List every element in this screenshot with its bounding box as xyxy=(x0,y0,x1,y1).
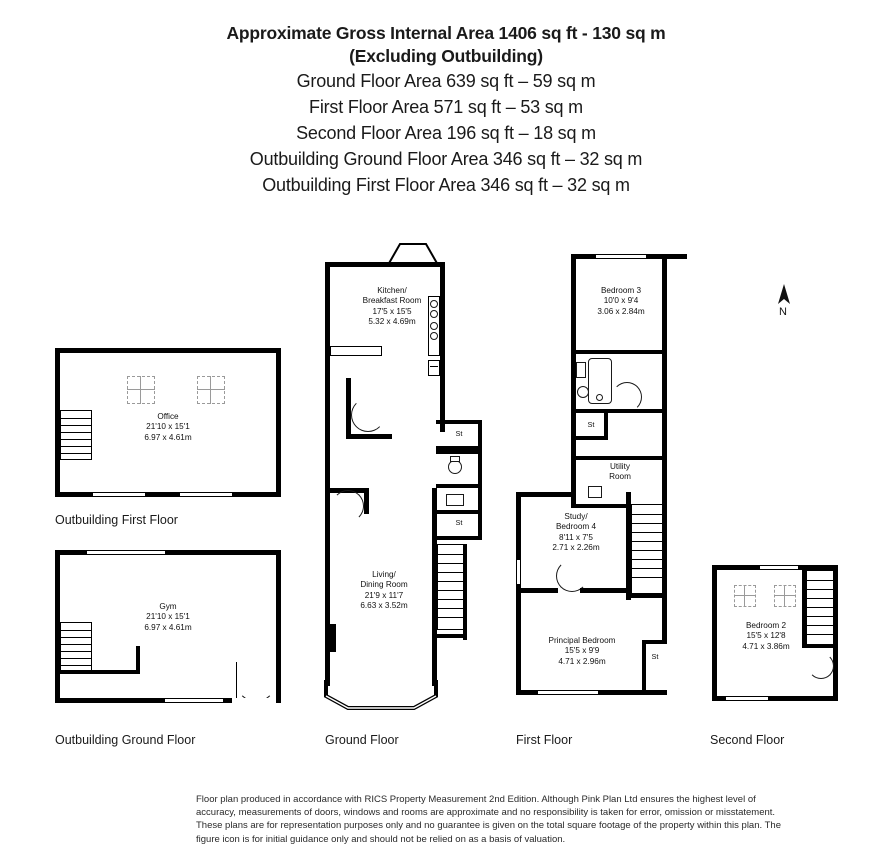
caption-first-floor: First Floor xyxy=(516,733,573,747)
wall-store-low-left xyxy=(642,640,646,692)
wall-top xyxy=(55,348,281,353)
window-bottom xyxy=(726,696,768,701)
room-dim-metric-principal: 4.71 x 2.96m xyxy=(558,656,606,666)
room-dim-imperial-bedroom3: 10'0 x 9'4 xyxy=(603,296,639,306)
wall-store2-bottom xyxy=(436,536,482,540)
wall-utility-right xyxy=(662,456,667,508)
wall-landing-right xyxy=(662,412,667,460)
hob-ring-4-icon xyxy=(430,332,438,340)
door-swing-hall xyxy=(332,490,364,522)
label-store-first-lower: St xyxy=(651,652,659,661)
caption-outbuilding-ground-floor: Outbuilding Ground Floor xyxy=(55,733,196,747)
wall-hall-bottom xyxy=(346,434,392,439)
room-name-kitchen-2: Breakfast Room xyxy=(362,296,422,306)
room-dim-metric-bedroom3: 3.06 x 2.84m xyxy=(597,306,645,316)
caption-outbuilding-first-floor: Outbuilding First Floor xyxy=(55,513,178,527)
wall-bath-left xyxy=(571,350,576,412)
footer-disclaimer: Floor plan produced in accordance with RICS Property Measurement 2nd Edition. Although Pink Plan Ltd ensures the highest level of accuracy, measurements of doors, windows and rooms are approximate and no responsibility is taken for error, omission or misstatement. These plans are for representation purposes only and no guarantee is given on the total square footage of the property within this plan. The figure icon is for initial guidance only and should not be relied on as a basis of valuation. xyxy=(196,794,781,845)
wall-under-stair xyxy=(60,670,140,674)
plan-outbuilding-ground-floor xyxy=(55,550,285,706)
bay-window xyxy=(322,678,472,710)
window-bottom-right xyxy=(180,492,232,497)
label-store-first-upper: St xyxy=(587,420,595,429)
window-top xyxy=(760,565,798,570)
skylight-left-bar-v xyxy=(744,585,745,607)
window-principal xyxy=(538,690,598,695)
wall-right xyxy=(276,550,281,703)
room-name-study-2: Bedroom 4 xyxy=(555,522,597,532)
room-label-principal xyxy=(530,636,634,667)
room-label-bedroom3 xyxy=(578,286,664,317)
door-swing-bottom-right xyxy=(236,662,276,702)
area-first: First Floor Area 571 sq ft – 53 sq m xyxy=(309,97,583,117)
staircase-first xyxy=(631,504,663,594)
wall-store-bottom xyxy=(571,436,608,440)
wall-stair-right xyxy=(463,544,467,640)
room-dim-imperial-bedroom2: 15'5 x 12'8 xyxy=(746,631,786,641)
room-name-bedroom3: Bedroom 3 xyxy=(600,286,642,295)
staircase xyxy=(60,622,92,672)
skylight-left-bar-v xyxy=(140,376,141,404)
room-label-living xyxy=(336,570,432,612)
wall-right xyxy=(276,348,281,497)
room-dim-imperial-study: 8'11 x 7'5 xyxy=(559,532,593,542)
wall-wc-top xyxy=(436,450,482,454)
cistern-icon xyxy=(450,456,460,462)
wall-store-right xyxy=(478,420,482,536)
washer-icon xyxy=(588,486,602,498)
area-outbuilding-ground: Outbuilding Ground Floor Area 346 sq ft – 32 sq m xyxy=(249,149,643,169)
bath-plug-icon xyxy=(596,394,603,401)
room-name-principal: Principal Bedroom xyxy=(548,636,616,645)
wall-left xyxy=(712,565,717,701)
area-ground: Ground Floor Area 639 sq ft – 59 sq m xyxy=(296,71,596,91)
wall-study-top xyxy=(516,492,576,497)
caption-second-floor: Second Floor xyxy=(710,733,785,747)
label-store-ground-lower: St xyxy=(455,518,463,527)
room-label-office xyxy=(113,412,223,443)
wall-hall-left xyxy=(346,378,351,438)
staircase-second xyxy=(806,570,834,648)
fireplace xyxy=(325,624,336,652)
skylight-right-bar-v xyxy=(210,376,211,404)
skylight-left-bar-h xyxy=(127,389,155,390)
room-label-gym xyxy=(113,602,223,633)
room-dim-imperial-gym: 21'10 x 15'1 xyxy=(146,612,190,622)
room-name-living-2: Dining Room xyxy=(360,580,408,590)
wall-principal-top-2 xyxy=(580,588,628,593)
window-bottom-left xyxy=(93,492,145,497)
wall-stair-left xyxy=(802,570,806,648)
room-name-gym: Gym xyxy=(159,602,177,611)
area-outbuilding-first: Outbuilding First Floor Area 346 sq ft – 32 sq m xyxy=(262,175,630,195)
plan-first-floor xyxy=(516,254,676,706)
basin-first-icon xyxy=(576,362,586,378)
toilet-icon xyxy=(448,460,462,474)
room-dim-metric-study: 2.71 x 2.26m xyxy=(552,543,600,553)
wall-bottom xyxy=(55,492,281,497)
header-title-line2: (Excluding Outbuilding) xyxy=(349,46,543,66)
sink-line xyxy=(430,366,438,367)
window-bottom xyxy=(165,698,223,703)
caption-ground-floor: Ground Floor xyxy=(325,733,399,747)
wall-utility-left xyxy=(571,456,576,508)
wall-store-top xyxy=(436,420,482,424)
label-store-ground-upper: St xyxy=(455,429,463,438)
toilet-first-icon xyxy=(577,386,589,398)
room-name-utility-2: Room xyxy=(609,472,631,482)
room-dim-metric-bedroom2: 4.71 x 3.86m xyxy=(742,641,790,651)
door-opening-bottom-right xyxy=(232,698,276,703)
plan-ground-floor xyxy=(322,238,482,708)
room-label-bedroom2 xyxy=(730,621,802,652)
plan-outbuilding-first-floor xyxy=(55,348,285,500)
door-swing-second xyxy=(808,653,834,679)
wall-step-right xyxy=(364,488,369,514)
skylight-right-bar-h xyxy=(774,595,796,596)
plan-second-floor xyxy=(712,565,852,705)
wall-bath-right xyxy=(662,350,667,412)
room-dim-imperial-living: 21'9 x 11'7 xyxy=(364,590,404,600)
room-label-kitchen xyxy=(344,286,440,328)
room-name-utility-1: Utility xyxy=(609,462,630,471)
wall-left-bed3 xyxy=(571,254,576,354)
wall-left-living xyxy=(325,508,330,686)
window-bed3 xyxy=(596,254,646,259)
room-dim-metric-office: 6.97 x 4.61m xyxy=(144,432,192,442)
room-name-bedroom2: Bedroom 2 xyxy=(745,621,787,630)
room-dim-imperial-principal: 15'5 x 9'9 xyxy=(564,646,600,656)
compass-needle-icon xyxy=(770,284,800,308)
skylight-right-bar-h xyxy=(197,389,225,390)
room-label-utility xyxy=(578,462,662,483)
skylight-right xyxy=(197,376,225,404)
skylight-left xyxy=(734,585,756,607)
room-label-study xyxy=(528,512,624,554)
door-swing-bath xyxy=(612,382,642,412)
wall-bath-top xyxy=(571,350,667,354)
header-block xyxy=(0,22,892,198)
wall-store2-top xyxy=(436,510,482,514)
room-dim-metric-kitchen: 5.32 x 4.69m xyxy=(368,317,416,327)
wall-stair-right-first xyxy=(662,504,667,644)
skylight-right xyxy=(774,585,796,607)
room-name-office: Office xyxy=(157,412,179,421)
basin-icon xyxy=(446,494,464,506)
room-dim-imperial-office: 21'10 x 15'1 xyxy=(146,422,190,432)
door-swing-kitchen xyxy=(351,398,385,432)
wall-utility-top xyxy=(571,456,667,460)
door-leaf-bottom-right xyxy=(236,662,237,702)
staircase xyxy=(60,410,92,460)
wall-stair-landing xyxy=(626,594,666,598)
sink-unit xyxy=(428,360,440,376)
wall-principal-top xyxy=(516,588,558,593)
room-dim-metric-gym: 6.97 x 4.61m xyxy=(144,622,192,632)
wall-principal-left xyxy=(516,584,521,694)
compass-north-label: N xyxy=(779,306,787,318)
window-top xyxy=(87,550,165,555)
wall-stair-bottom xyxy=(432,634,467,638)
room-dim-imperial-kitchen: 17'5 x 15'5 xyxy=(372,306,412,316)
header-title-line1: Approximate Gross Internal Area 1406 sq ft - 130 sq m xyxy=(226,23,666,43)
skylight-left-bar-h xyxy=(734,595,756,596)
area-second: Second Floor Area 196 sq ft – 18 sq m xyxy=(296,123,596,143)
kitchen-worktop-left xyxy=(330,346,382,356)
compass xyxy=(770,284,800,324)
wall-stair-bottom xyxy=(802,644,838,648)
room-name-kitchen-1: Kitchen/ xyxy=(377,286,407,295)
skylight-left xyxy=(127,376,155,404)
room-dim-metric-living: 6.63 x 3.52m xyxy=(360,601,408,611)
room-name-study-1: Study/ xyxy=(564,512,588,521)
wall-stair-side xyxy=(136,646,140,674)
wall-right-kitchen xyxy=(440,262,445,422)
wall-left-kitchen xyxy=(325,262,330,512)
wall-wc-bottom xyxy=(436,484,482,488)
skylight-right-bar-v xyxy=(784,585,785,607)
extension-outline xyxy=(382,238,462,266)
room-name-living-1: Living/ xyxy=(372,570,396,579)
